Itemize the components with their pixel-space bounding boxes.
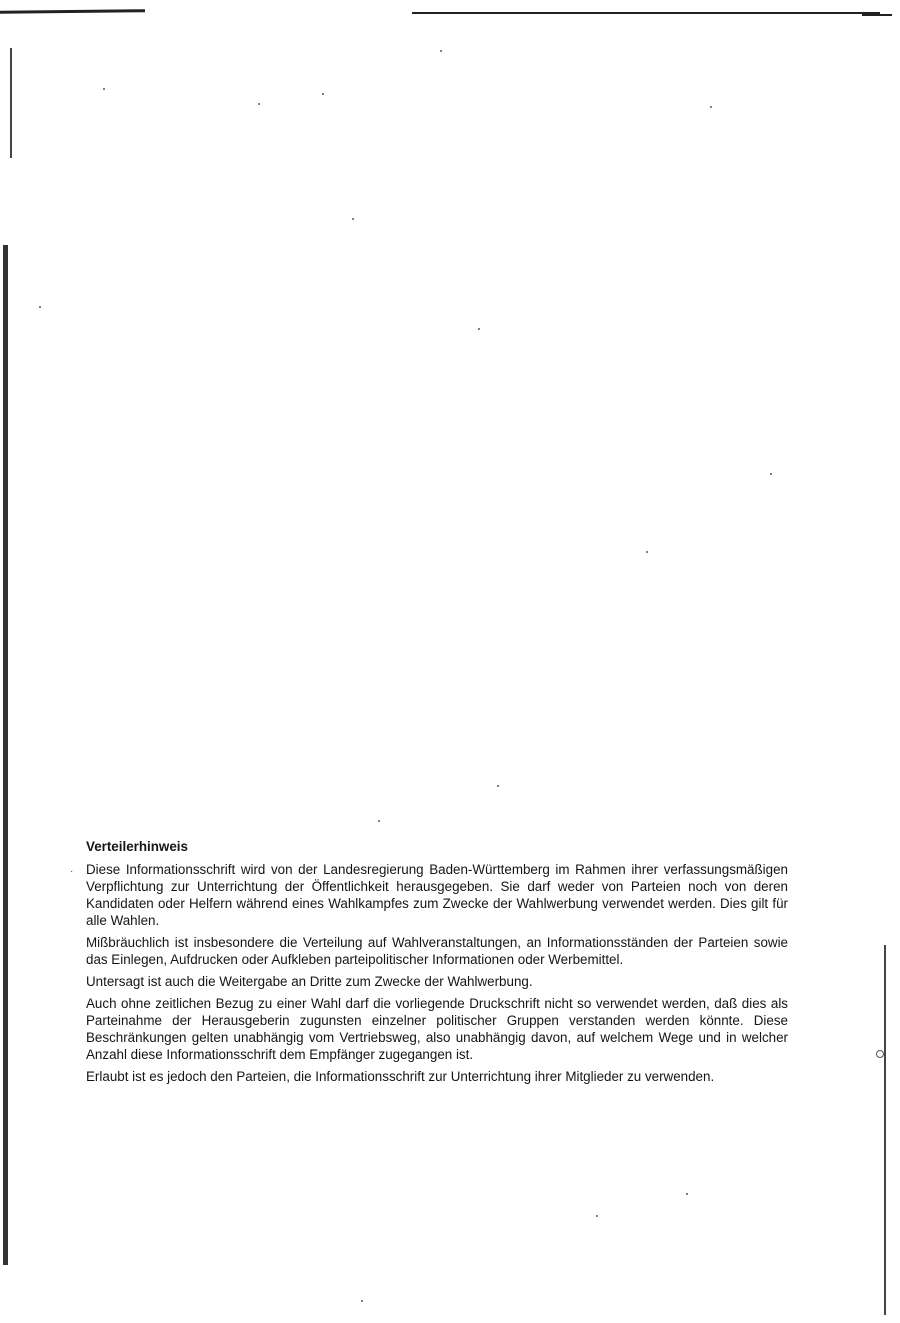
scan-edge-top-corner [862, 14, 892, 16]
scan-edge-left-upper [10, 48, 12, 158]
scan-edge-top-right [412, 12, 880, 14]
scan-speck [710, 106, 712, 108]
scan-speck [770, 473, 772, 475]
scan-edge-right [884, 945, 886, 1315]
scan-speck [361, 1300, 363, 1302]
scan-speck [686, 1193, 688, 1195]
scan-speck [378, 820, 380, 822]
scan-speck [39, 306, 41, 308]
notice-paragraph: Auch ohne zeitlichen Bezug zu einer Wahl darf die vorliegende Druckschrift nicht so verwendet werden, daß dies als Parteinahme der Herausgeberin zugunsten einzelner politischer Gruppen verstanden werden könnte. Diese Beschränkungen gelten unabhängig vom Vertriebsweg, also unabhängig davon, auf welchem Wege und in welcher Anzahl diese Informationsschrift dem Empfänger zugegangen ist. [86, 996, 788, 1062]
notice-paragraph: Mißbräuchlich ist insbesondere die Verteilung auf Wahlveranstaltungen, an Informationsständen der Parteien sowie das Einlegen, Aufdrucken oder Aufkleben parteipolitischer Informationen oder Werbemittel. [86, 935, 788, 967]
notice-paragraph: Untersagt ist auch die Weitergabe an Dritte zum Zwecke der Wahlwerbung. [86, 974, 533, 989]
notice-paragraph: Erlaubt ist es jedoch den Parteien, die Informationsschrift zur Unterrichtung ihrer Mitglieder zu verwenden. [86, 1069, 715, 1084]
distribution-notice [86, 838, 788, 1090]
scan-edge-left [3, 245, 8, 1265]
scan-speck [596, 1215, 598, 1217]
scan-speck [352, 218, 354, 220]
notice-paragraph: Diese Informationsschrift wird von der Landesregierung Baden-Württemberg im Rahmen ihrer verfassungsmäßigen Verpflichtung zur Unterrichtung der Öffentlichkeit herausgegeben. Sie darf weder von Parteien noch von deren Kandidaten oder Helfern während eines Wahlkampfes zum Zwecke der Wahlwerbung verwendet werden. Dies gilt für alle Wahlen. [86, 862, 788, 928]
scan-speck [103, 88, 105, 90]
notice-heading: Verteilerhinweis [86, 839, 188, 854]
scan-speck [258, 103, 260, 105]
scan-speck [322, 93, 324, 95]
scan-speck [478, 328, 480, 330]
scan-speck [440, 50, 442, 52]
scan-speck [646, 551, 648, 553]
scan-edge-top-left [0, 9, 145, 14]
margin-mark: · [70, 866, 74, 877]
scan-speck [876, 1050, 884, 1058]
scan-speck [497, 785, 499, 787]
